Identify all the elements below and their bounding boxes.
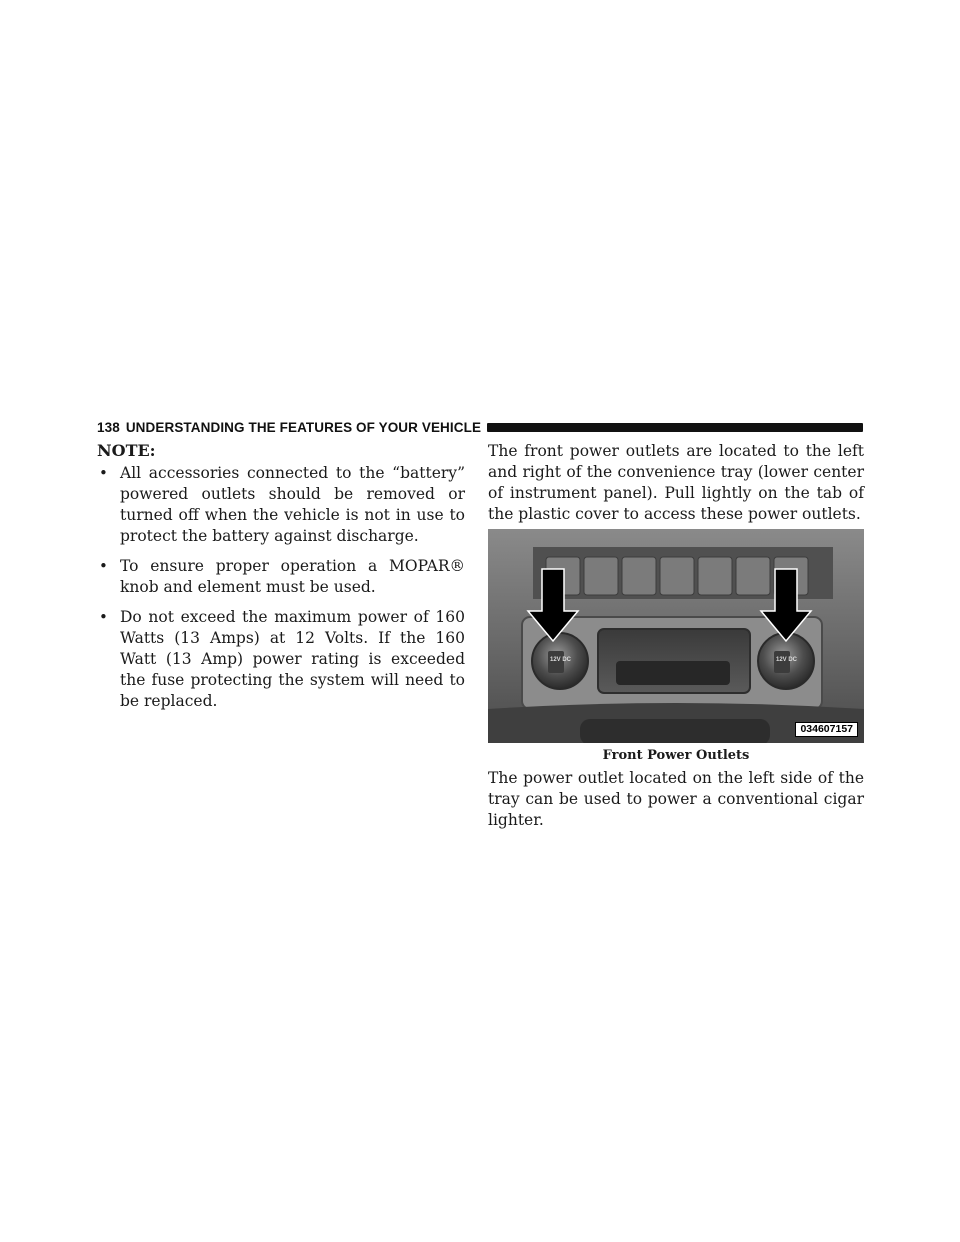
page-header [97, 418, 863, 436]
figure-caption: Front Power Outlets [602, 748, 750, 763]
note-title: NOTE: [97, 441, 156, 460]
section-title: UNDERSTANDING THE FEATURES OF YOUR VEHICLE [125, 419, 482, 435]
left-outlet-label: 12V DC [550, 657, 572, 663]
note-bullet-list [97, 463, 465, 712]
image-code: 034607157 [795, 722, 858, 737]
note-bullet [97, 556, 465, 598]
right-outlet-label: 12V DC [776, 657, 798, 663]
bullet-icon: • [99, 557, 108, 575]
header-rule [487, 423, 863, 432]
header-text [97, 420, 481, 435]
figure-front-power-outlets [488, 529, 864, 743]
note-bullet [97, 607, 465, 712]
bullet-icon: • [99, 608, 108, 626]
closing-paragraph: The power outlet located on the left side of the tray can be used to power a conventional cigar lighter. [488, 769, 864, 829]
intro-paragraph: The front power outlets are located to the left and right of the convenience tray (lower center of instrument panel). Pull lightly on the tab of the plastic cover to access these power outlets. [488, 442, 864, 523]
right-column [488, 440, 864, 831]
left-column [97, 440, 465, 721]
bullet-icon: • [99, 464, 108, 482]
note-bullet-text: Do not exceed the maximum power of 160 Watts (13 Amps) at 12 Volts. If the 160 Watt (13 Amp) power rating is exceeded the fuse protecting the system will need to be replaced. [120, 608, 465, 710]
note-bullet-text: All accessories connected to the “battery” powered outlets should be removed or turned off when the vehicle is not in use to protect the battery against discharge. [120, 464, 465, 545]
power-outlets-photo [488, 529, 864, 743]
page-number: 138 [97, 419, 120, 435]
note-bullet [97, 463, 465, 547]
note-bullet-text: To ensure proper operation a MOPAR® knob and element must be used. [120, 557, 465, 596]
